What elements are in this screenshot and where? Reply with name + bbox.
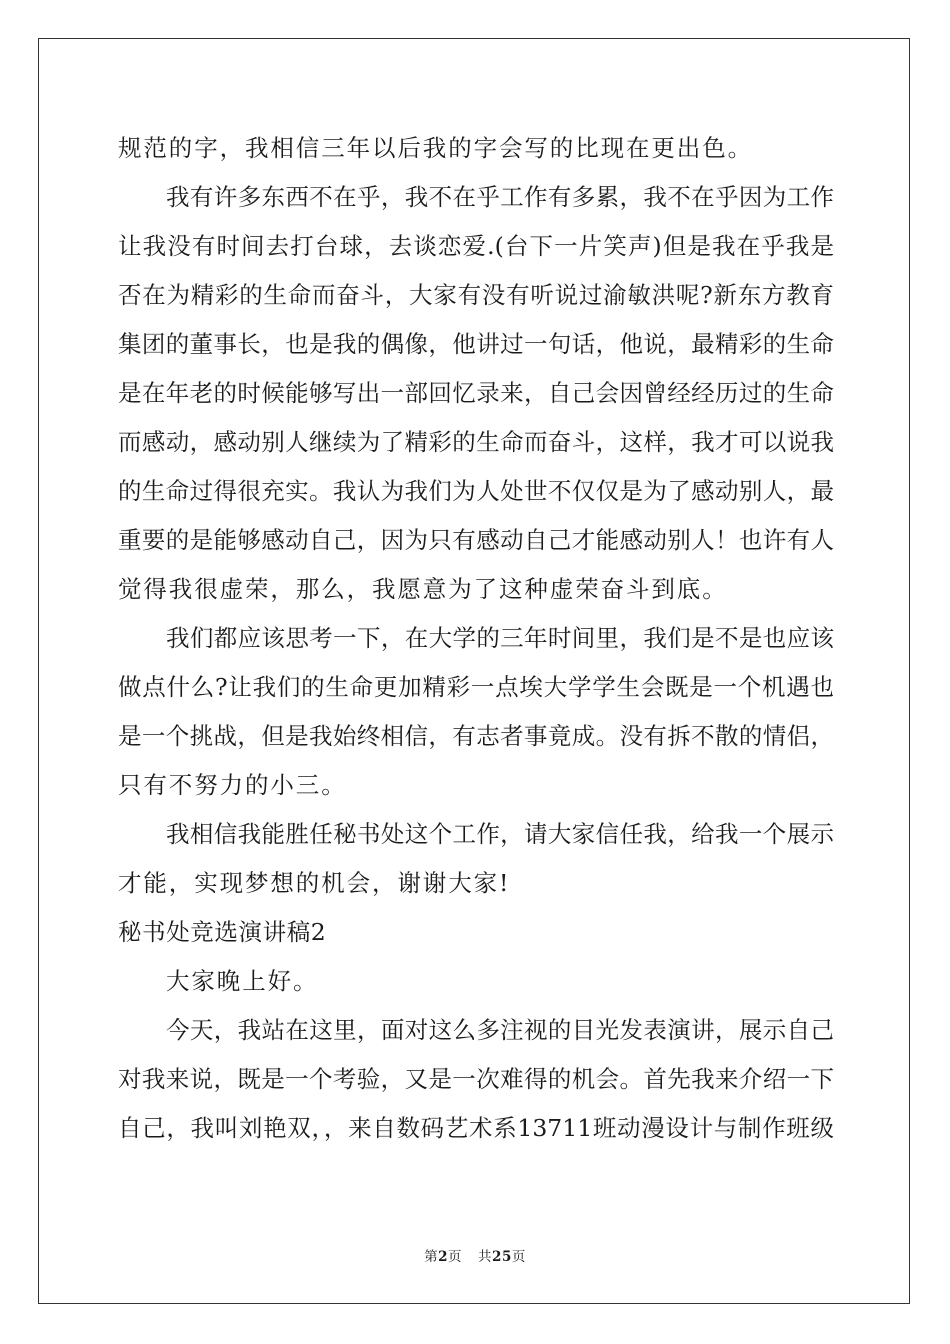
paragraph-start: 大家晚上好。 (166, 967, 319, 995)
text-line: 觉得我很虚荣，那么，我愿意为了这种虚荣奋斗到底。 (118, 575, 728, 603)
page-number: 2 (438, 1249, 449, 1265)
text-line: 自己，我叫刘艳双，，来自数码艺术系13711班动漫设计与制作班级 (118, 1114, 834, 1142)
text-line: 做点什么?让我们的生命更加精彩一点埃大学学生会既是一个机遇也 (118, 673, 834, 701)
page-footer (0, 1245, 950, 1265)
text-line: 让我没有时间去打台球，去谈恋爱.(台下一片笑声)但是我在乎我是 (118, 232, 834, 260)
text-line: 对我来说，既是一个考验，又是一次难得的机会。首先我来介绍一下 (118, 1065, 834, 1093)
text-line: 重要的是能够感动自己，因为只有感动自己才能感动别人！也许有人 (118, 526, 834, 554)
page-suffix: 页 (448, 1249, 463, 1265)
text-line: 规范的字，我相信三年以后我的字会写的比现在更出色。 (118, 134, 753, 162)
text-line: 否在为精彩的生命而奋斗，大家有没有听说过渝敏洪呢?新东方教育 (118, 281, 834, 309)
total-suffix: 页 (511, 1249, 526, 1265)
paragraph-start: 今天，我站在这里，面对这么多注视的目光发表演讲，展示自己 (166, 1016, 834, 1044)
paragraph-start: 我们都应该思考一下，在大学的三年时间里，我们是不是也应该 (166, 624, 834, 652)
text-line: 的生命过得很充实。我认为我们为人处世不仅仅是为了感动别人，最 (118, 477, 834, 505)
paragraph-start: 我相信我能胜任秘书处这个工作，请大家信任我，给我一个展示 (166, 820, 834, 848)
document-body (118, 124, 834, 1153)
text-line: 才能，实现梦想的机会，谢谢大家! (118, 869, 511, 897)
section-heading: 秘书处竞选演讲稿2 (118, 918, 327, 946)
page-total: 25 (492, 1249, 512, 1265)
text-line: 只有不努力的小三。 (118, 771, 347, 799)
paragraph-start: 我有许多东西不在乎，我不在乎工作有多累，我不在乎因为工作 (166, 183, 834, 211)
text-line: 而感动，感动别人继续为了精彩的生命而奋斗，这样，我才可以说我 (118, 428, 834, 456)
text-line: 是在年老的时候能够写出一部回忆录来，自己会因曾经经历过的生命 (118, 379, 834, 407)
total-prefix: 共 (478, 1249, 493, 1265)
text-line: 集团的董事长，也是我的偶像，他讲过一句话，他说，最精彩的生命 (118, 330, 834, 358)
text-line: 是一个挑战，但是我始终相信，有志者事竟成。没有拆不散的情侣， (118, 722, 834, 750)
page-prefix: 第 (424, 1249, 439, 1265)
